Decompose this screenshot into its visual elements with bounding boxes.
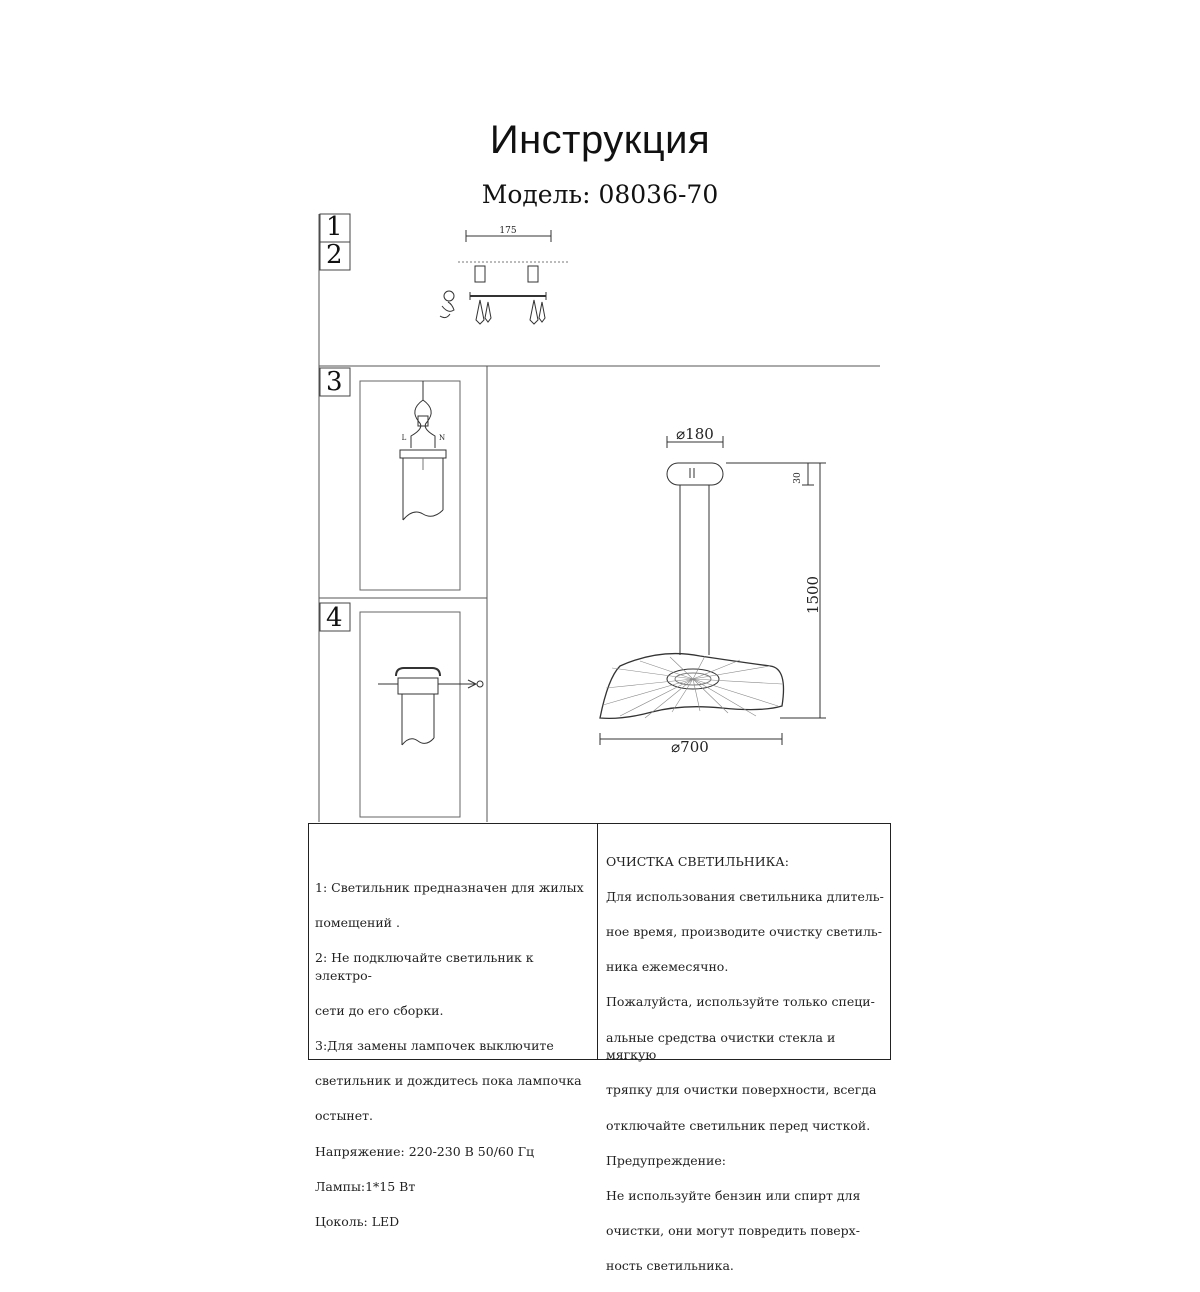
note-line: 3:Для замены лампочек выключите	[315, 1037, 554, 1053]
note-line: ное время, производите очистку светиль-	[606, 923, 882, 939]
usage-notes-box	[308, 823, 598, 1229]
wire-label-left: L	[401, 434, 407, 442]
canopy-diameter-label: ⌀180	[676, 425, 714, 443]
canopy-height-label: 30	[793, 472, 803, 484]
shade-attach-diagram	[360, 612, 483, 817]
cleaning-notes-box	[597, 823, 891, 1274]
note-heading: ОЧИСТКА СВЕТИЛЬНИКА:	[606, 853, 789, 869]
warning-heading: Предупреждение:	[606, 1152, 726, 1168]
mount-spacing-label: 175	[499, 226, 517, 236]
note-line: ность светильника.	[606, 1258, 734, 1274]
wiring-diagram	[360, 381, 460, 590]
note-line: 1: Светильник предназначен для жилых	[315, 879, 584, 895]
note-line: светильник и дождитесь пока лампочка	[315, 1073, 582, 1089]
step-number-4: 4	[326, 603, 343, 633]
shade-diameter-label: ⌀700	[671, 738, 709, 756]
note-line: Цоколь: LED	[315, 1213, 400, 1229]
model-number: Модель: 08036-70	[481, 180, 719, 209]
note-line: Лампы:1*15 Вт	[315, 1178, 416, 1194]
note-line: тряпку для очистки поверхности, всегда	[606, 1082, 877, 1098]
step-number-boxes	[320, 214, 350, 631]
note-line: Пожалуйста, используйте только специ-	[606, 994, 875, 1010]
step-number-1: 1	[326, 212, 343, 242]
mounting-bracket-diagram	[440, 230, 568, 324]
note-line: 2: Не подключайте светильник к электро-	[315, 949, 534, 983]
page-title: Инструкция	[489, 118, 711, 162]
note-line: Для использования светильника длитель-	[606, 888, 884, 904]
note-line: помещений .	[315, 914, 400, 930]
note-line: Не используйте бензин или спирт для	[606, 1187, 861, 1203]
note-line: Напряжение: 220-230 В 50/60 Гц	[315, 1143, 535, 1159]
wire-label-right: N	[438, 434, 446, 442]
note-line: очистки, они могут повредить поверх-	[606, 1223, 860, 1239]
note-line: ника ежемесячно.	[606, 959, 729, 975]
note-line: альные средства очистки стекла и мягкую	[606, 1029, 836, 1063]
height-label: 1500	[804, 575, 822, 615]
note-line: отключайте светильник перед чисткой.	[606, 1117, 871, 1133]
note-line: остынет.	[315, 1108, 374, 1124]
usage-notes	[309, 824, 597, 1248]
step-number-2: 2	[326, 240, 343, 270]
note-line: сети до его сборки.	[315, 1002, 444, 1018]
step-number-3: 3	[326, 367, 343, 397]
cleaning-notes	[598, 824, 890, 1292]
